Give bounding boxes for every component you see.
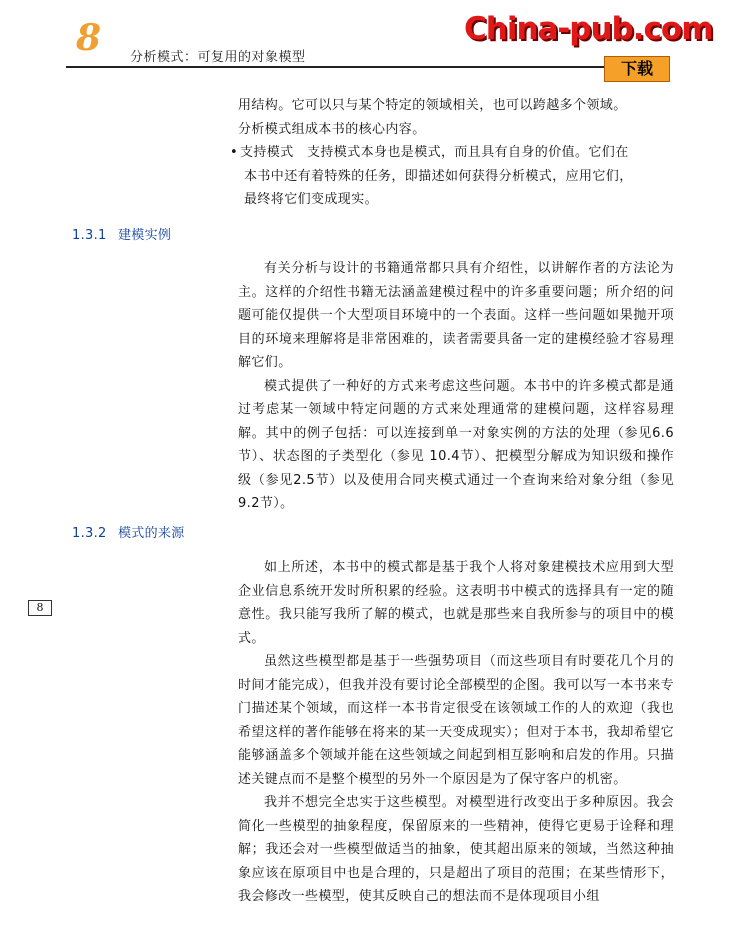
intro-continuation (238, 94, 674, 141)
intro-line: 分析模式组成本书的核心内容。 (238, 121, 426, 137)
section-number: 1.3.1 (72, 228, 107, 243)
section-heading-1-3-2 (72, 522, 185, 541)
running-header-title: 分析模式：可复用的对象模型 (130, 50, 306, 65)
paragraph: 虽然这些模型都是基于一些强势项目（而这些项目有时要花几个月的时间才能完成），但我并没有要讨论全部模型的企图。我可以写一本书来专门描述某个领域，而这样一本书肯定很受在该领域工作的人的欢迎（我也希望这样的著作能够在将来的某一天变成现实）；但对于本书，我却希望它能够涵盖多个领域并能在这些领域之间起到相互影响和启发的作用。只描述关键点而不是整个模型的另外一个原因是为了保守客户的机密。 (238, 654, 674, 787)
download-button[interactable]: 下载 (604, 56, 670, 82)
bullet-text: 支持模式 支持模式本身也是模式，而且具有自身的价值。它们在 (240, 145, 629, 160)
bullet-line: 本书中还有着特殊的任务，即描述如何获得分析模式，应用它们， (244, 168, 633, 184)
china-pub-logo[interactable]: China-pub.com (464, 11, 713, 47)
header-divider (66, 66, 606, 68)
bullet-line (230, 141, 674, 165)
intro-line: 用结构。它可以只与某个特定的领域相关，也可以跨越多个领域。 (238, 98, 627, 113)
bullet-marker: • (230, 145, 239, 160)
section-body-1-3-1 (238, 257, 674, 516)
section-number: 1.3.2 (72, 526, 107, 541)
section-title: 建模实例 (118, 228, 172, 243)
section-body-1-3-2 (238, 556, 674, 909)
paragraph: 有关分析与设计的书籍通常都只具有介绍性，以讲解作者的方法论为主。这样的介绍性书籍无法涵盖建模过程中的许多重要问题；所介绍的问题可能仅提供一个大型项目环境中的一个表面。这样一些问题如果抛开项目的环境来理解将是非常困难的，读者需要具备一定的建模经验才容易理解它们。 (238, 261, 674, 370)
section-heading-1-3-1 (72, 224, 171, 243)
margin-page-number: 8 (28, 600, 52, 616)
paragraph: 如上所述，本书中的模式都是基于我个人将对象建模技术应用到大型企业信息系统开发时所积累的经验。这表明书中模式的选择具有一定的随意性。我只能写我所了解的模式，也就是那些来自我所参与的项目中的模式。 (238, 560, 674, 646)
bullet-line: 最终将它们变成现实。 (244, 192, 379, 207)
chapter-number: 8 (76, 17, 102, 59)
bullet-item (230, 141, 674, 212)
paragraph: 模式提供了一种好的方式来考虑这些问题。本书中的许多模式都是通过考虑某一领域中特定问题的方式来处理通常的建模问题，这样容易理解。其中的例子包括：可以连接到单一对象实例的方法的处理（参见6.6节）、状态图的子类型化（参见 10.4节）、把模型分解成为知识级和操作级（参见2.5节）以及使用合同夹模式通过一个查询来给对象分组（参见9.2节）。 (238, 378, 674, 511)
paragraph: 我并不想完全忠实于这些模型。对模型进行改变出于多种原因。我会简化一些模型的抽象程度，保留原来的一些精神，使得它更易于诠释和理解；我还会对一些模型做适当的抽象，使其超出原来的领域，当然这种抽象应该在原项目中也是合理的，只是超出了项目的范围；在某些情形下，我会修改一些模型，使其反映自己的想法而不是体现项目小组 (238, 795, 674, 904)
section-title: 模式的来源 (118, 526, 185, 541)
